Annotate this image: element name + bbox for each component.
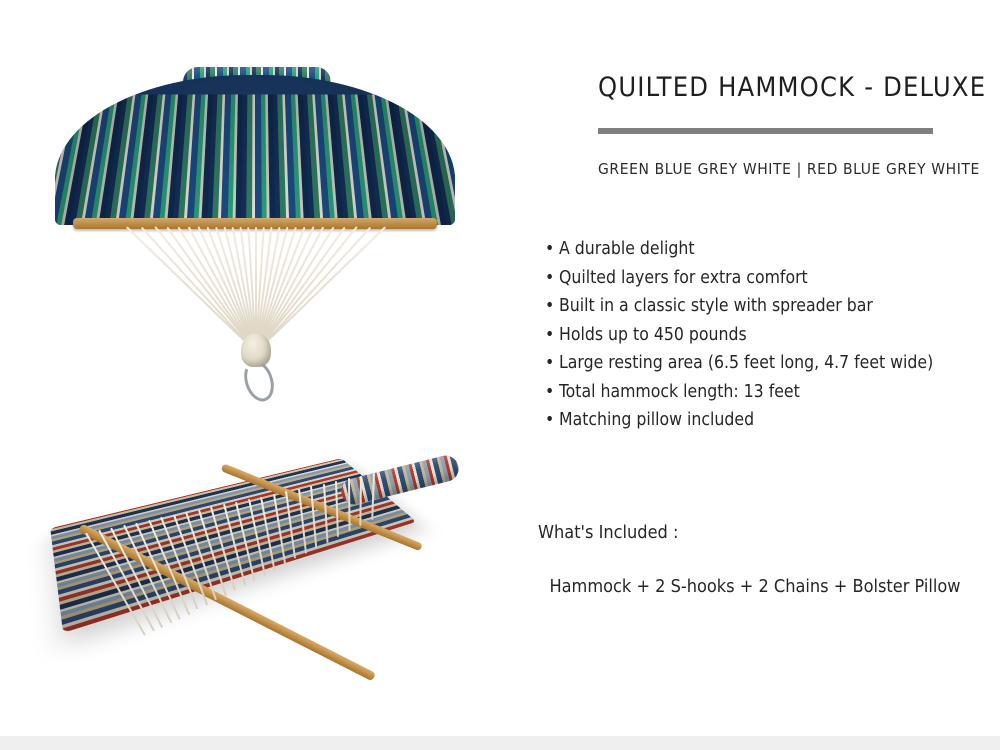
footer-strip (0, 736, 1000, 750)
feature-text: Total hammock length: 13 feet (559, 381, 800, 402)
rope (310, 486, 317, 548)
bullet-icon: • (545, 239, 555, 259)
rope (359, 476, 362, 526)
hammock-image-green-blue (55, 55, 455, 365)
rope (323, 484, 329, 543)
bullet-icon: • (545, 410, 555, 430)
hammock-bed-green (55, 75, 455, 225)
feature-item (545, 264, 995, 293)
feature-text: Holds up to 450 pounds (559, 324, 747, 345)
rope-fan-bottom (40, 415, 470, 675)
rope (210, 507, 236, 591)
feature-item (545, 378, 995, 407)
bullet-icon: • (545, 353, 555, 373)
shading-overlay (55, 75, 455, 225)
feature-item (545, 406, 995, 435)
included-label: What's Included : (538, 522, 679, 543)
rope (335, 481, 339, 537)
rope (110, 527, 163, 627)
rope (348, 478, 351, 531)
feature-list (545, 235, 995, 435)
variant-list: GREEN BLUE GREY WHITE | RED BLUE GREY WHITE (598, 160, 980, 178)
rope (223, 504, 246, 586)
bullet-icon: • (545, 324, 555, 345)
title-divider (598, 128, 933, 134)
feature-text: Quilted layers for extra comfort (559, 267, 808, 288)
feature-text: Built in a classic style with spreader bar (559, 296, 873, 316)
feature-text: Large resting area (6.5 feet long, 4.7 feet wide) (559, 353, 934, 373)
rope (371, 473, 375, 520)
bullet-icon: • (545, 267, 555, 288)
page-title: QUILTED HAMMOCK - DELUXE (598, 72, 987, 103)
rope (135, 522, 180, 619)
rope (85, 533, 146, 636)
feature-text: A durable delight (559, 239, 695, 259)
feature-item (545, 235, 995, 264)
product-copy (520, 0, 990, 736)
hammock-image-red-blue (40, 415, 470, 675)
bullet-icon: • (545, 296, 555, 316)
rope (298, 489, 307, 554)
feature-item (545, 349, 995, 378)
rope (273, 494, 286, 565)
feature-item (545, 321, 995, 350)
included-contents: Hammock + 2 S-hooks + 2 Chains + Bolster Pillow (549, 576, 961, 597)
rope (285, 491, 296, 559)
bullet-icon: • (545, 381, 555, 402)
feature-text: Matching pillow included (559, 410, 755, 430)
feature-item (545, 292, 995, 321)
